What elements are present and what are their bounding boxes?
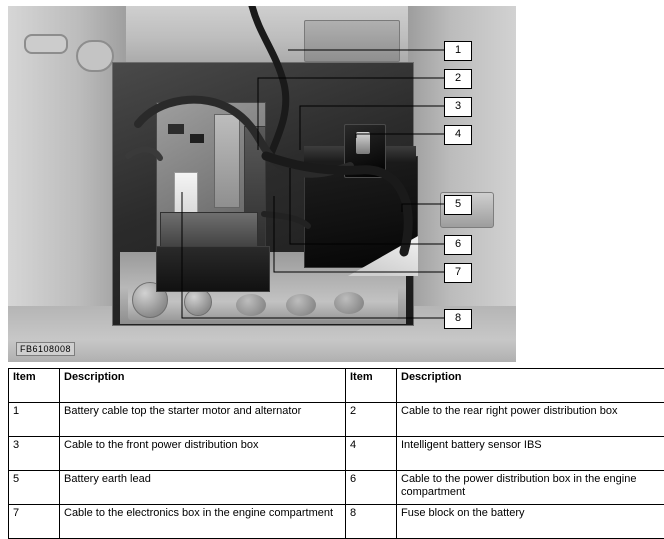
vehicle-illustration	[8, 6, 516, 362]
legend-item-5: 5	[9, 471, 60, 505]
callout-2: 2	[444, 69, 472, 89]
callout-7: 7	[444, 263, 472, 283]
legend-item-6: 6	[346, 471, 397, 505]
callout-6: 6	[444, 235, 472, 255]
table-row	[9, 437, 664, 471]
legend-item-2: 2	[346, 403, 397, 437]
legend-header-desc-left: Description	[60, 369, 346, 403]
legend-desc-6: Cable to the power distribution box in the engine compartment	[397, 471, 664, 505]
legend-desc-5: Battery earth lead	[60, 471, 346, 505]
legend-header-desc-right: Description	[397, 369, 664, 403]
legend-item-7: 7	[9, 505, 60, 539]
legend-desc-1: Battery cable top the starter motor and alternator	[60, 403, 346, 437]
legend-table	[8, 368, 664, 539]
legend-desc-3: Cable to the front power distribution box	[60, 437, 346, 471]
table-row	[9, 505, 664, 539]
figure-code: FB6108008	[16, 342, 75, 356]
legend-header-row	[9, 369, 664, 403]
legend-item-4: 4	[346, 437, 397, 471]
callout-1: 1	[444, 41, 472, 61]
legend-item-8: 8	[346, 505, 397, 539]
legend-item-1: 1	[9, 403, 60, 437]
legend-desc-4: Intelligent battery sensor IBS	[397, 437, 664, 471]
legend-desc-2: Cable to the rear right power distribution box	[397, 403, 664, 437]
table-row	[9, 471, 664, 505]
legend-header-item-right: Item	[346, 369, 397, 403]
legend-header-item-left: Item	[9, 369, 60, 403]
legend-desc-8: Fuse block on the battery	[397, 505, 664, 539]
callout-4: 4	[444, 125, 472, 145]
legend-desc-7: Cable to the electronics box in the engine compartment	[60, 505, 346, 539]
callout-3: 3	[444, 97, 472, 117]
callout-5: 5	[444, 195, 472, 215]
legend-item-3: 3	[9, 437, 60, 471]
callout-8: 8	[444, 309, 472, 329]
table-row	[9, 403, 664, 437]
cable-harness	[8, 6, 516, 362]
